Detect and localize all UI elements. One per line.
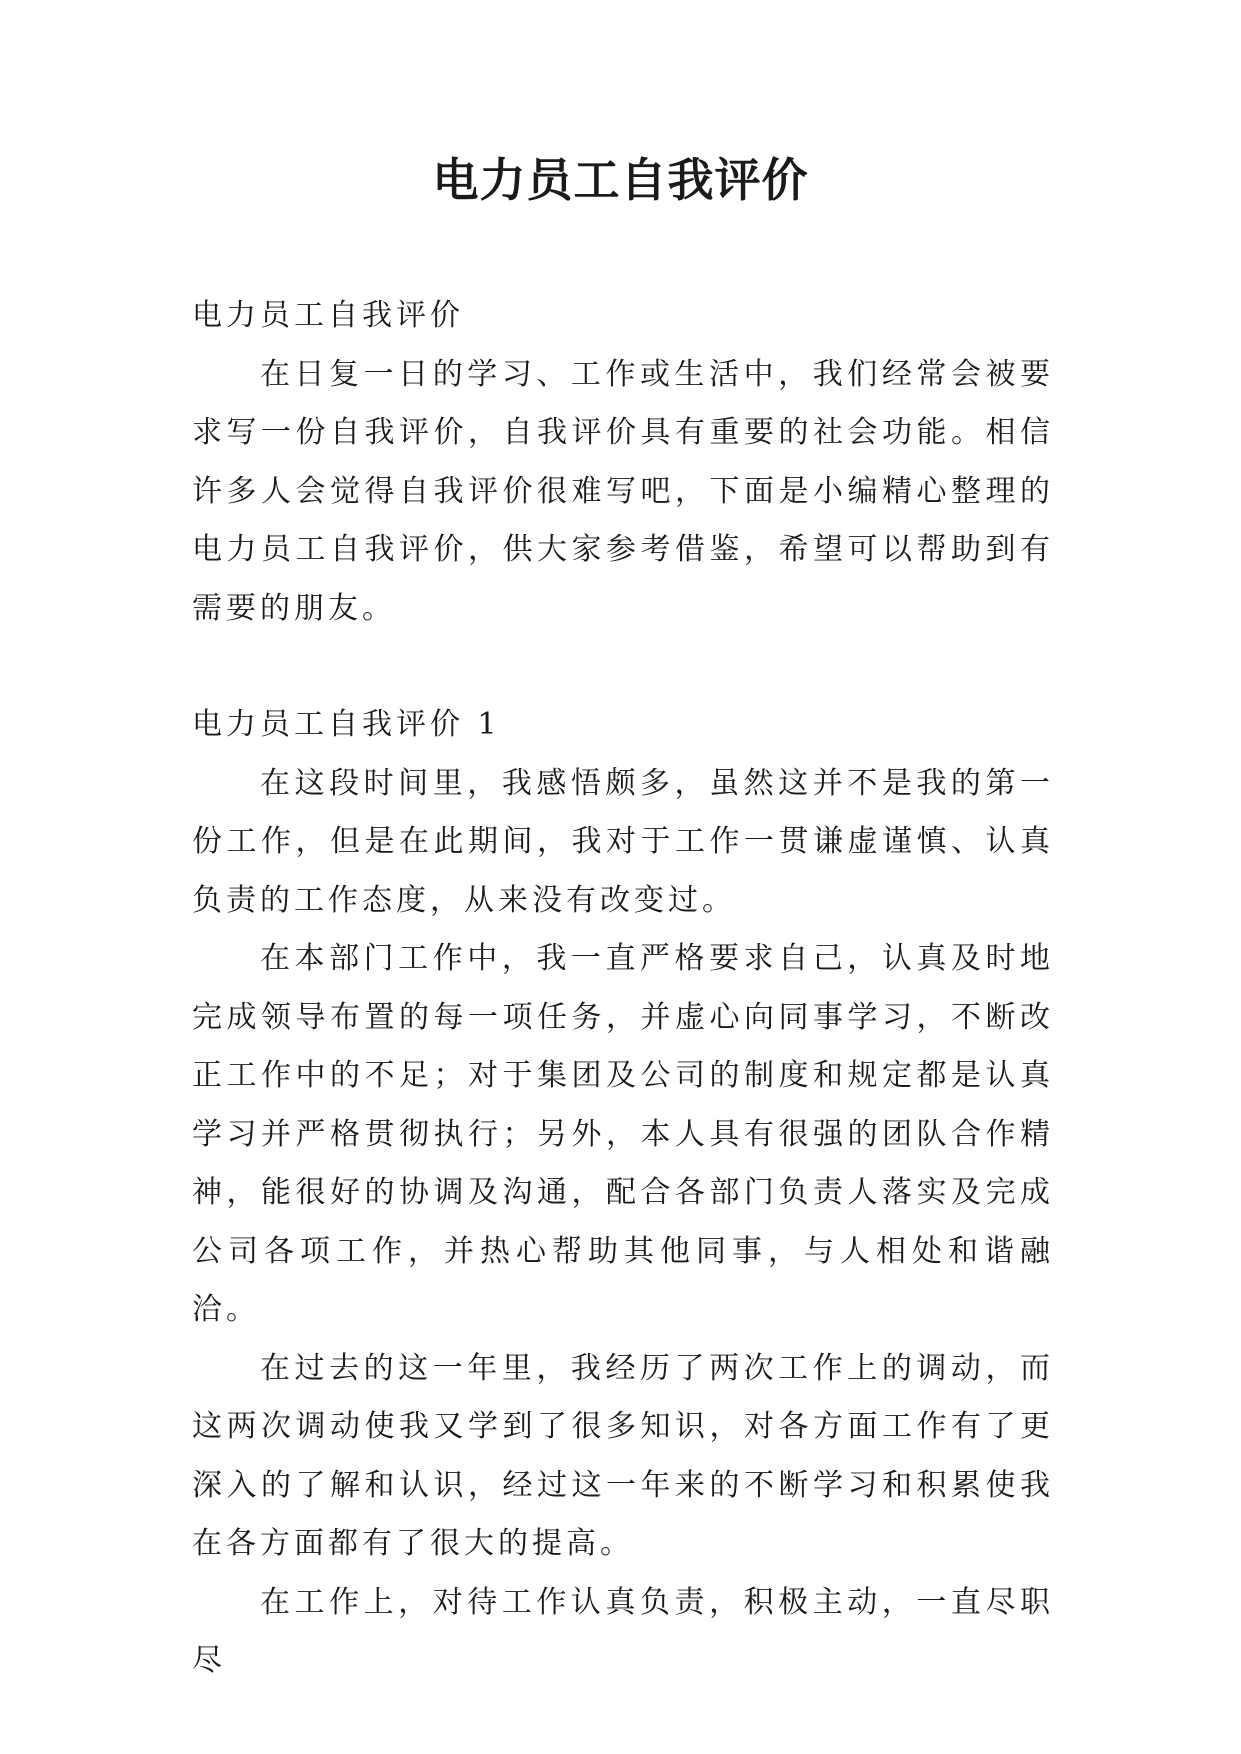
section-spacer xyxy=(192,638,1054,696)
section-1-paragraph-3: 在过去的这一年里，我经历了两次工作上的调动，而这两次调动使我又学到了很多知识，对各方面工作有了更深入的了解和认识，经过这一年来的不断学习和积累使我在各方面都有了很大的提高。 xyxy=(192,1350,1054,1561)
intro-paragraph: 在日复一日的学习、工作或生活中，我们经常会被要求写一份自我评价，自我评价具有重要的社会功能。相信许多人会觉得自我评价很难写吧，下面是小编精心整理的电力员工自我评价，供大家参考借鉴，希望可以帮助到有需要的朋友。 xyxy=(192,356,1054,626)
intro-heading: 电力员工自我评价 xyxy=(192,298,464,333)
section-1-paragraph-2: 在本部门工作中，我一直严格要求自己，认真及时地完成领导布置的每一项任务，并虚心向同事学习，不断改正工作中的不足；对于集团及公司的制度和规定都是认真学习并严格贯彻执行；另外，本人具有很强的团队合作精神，能很好的协调及沟通，配合各部门负责人落实及完成公司各项工作，并热心帮助其他同事，与人相处和谐融洽。 xyxy=(192,941,1054,1327)
section-1-paragraph-1: 在这段时间里，我感悟颇多，虽然这并不是我的第一份工作，但是在此期间，我对于工作一贯谦虚谨慎、认真负责的工作态度，从来没有改变过。 xyxy=(192,765,1054,918)
section-1-paragraph-4: 在工作上，对待工作认真负责，积极主动，一直尽职尽 xyxy=(192,1584,1054,1678)
document-title: 电力员工自我评价 xyxy=(432,153,809,207)
document-body xyxy=(192,287,1054,1691)
section-1-heading: 电力员工自我评价 1 xyxy=(192,707,501,742)
